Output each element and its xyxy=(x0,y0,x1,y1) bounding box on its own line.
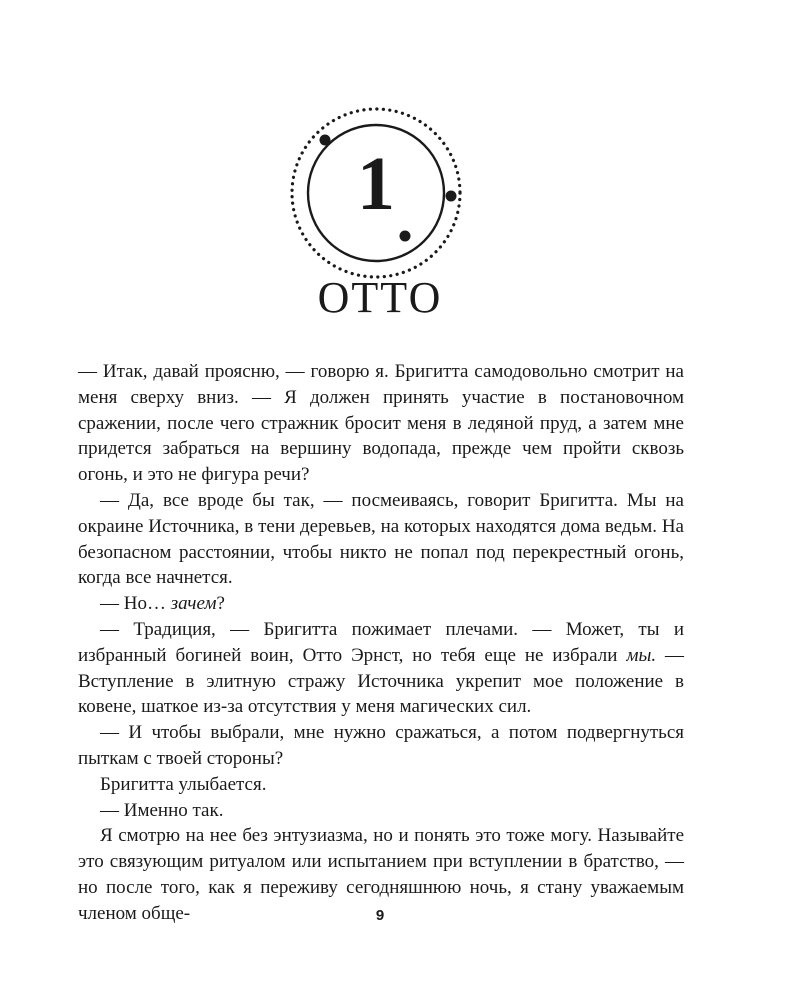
emphasis: мы. xyxy=(626,644,657,666)
paragraph: — Именно так. xyxy=(100,799,224,821)
chapter-title: ОТТО xyxy=(317,273,443,322)
paragraph: — Да, все вроде бы так, — посмеиваясь, говорит Бригитта. Мы на окраине Источника, в тени деревьев, на которых находятся дома ведьм. На безопасном расстоянии, чтобы никто не попал под перекрестный огонь, когда все начнется. xyxy=(78,489,684,589)
paragraph: — Итак, давай проясню, — говорю я. Бригитта самодовольно смотрит на меня сверху вниз. — Я должен принять участие в постановочном сражении, после чего стражник бросит меня в ледяной пруд, а затем мне придется забраться на вершину водопада, прежде чем пройти сквозь огонь, и это не фигура речи? xyxy=(78,361,684,486)
ring-dot-bottom xyxy=(400,231,411,242)
ring-dot-right xyxy=(446,191,457,202)
ring-dot-left xyxy=(320,135,331,146)
paragraph: Я смотрю на нее без энтузиазма, но и понять это тоже могу. Называйте это связующим ритуалом или испытанием при вступлении в братство, — но после того, как я переживу сегодняшнюю ночь, я стану уважаемым членом обще- xyxy=(78,825,684,924)
paragraph: — Но… зачем? xyxy=(100,593,225,615)
paragraph: — Традиция, — Бригитта пожимает плечами. — Может, ты и избранный богиней воин, Отто Эрнст, но тебя еще не избрали мы. — Вступление в элитную стражу Источника укрепит мое положение в ковене, шаткое из-за отсутствия у меня магических сил. xyxy=(78,618,685,718)
body-text xyxy=(78,359,684,927)
page-number: 9 xyxy=(375,907,385,924)
paragraph: Бригитта улыбается. xyxy=(100,773,267,795)
emphasis: зачем xyxy=(170,593,217,615)
paragraph: — И чтобы выбрали, мне нужно сражаться, а потом подвергнуться пыткам с твоей стороны? xyxy=(78,722,684,769)
chapter-number: 1 xyxy=(357,142,395,226)
chapter-emblem xyxy=(286,103,466,283)
